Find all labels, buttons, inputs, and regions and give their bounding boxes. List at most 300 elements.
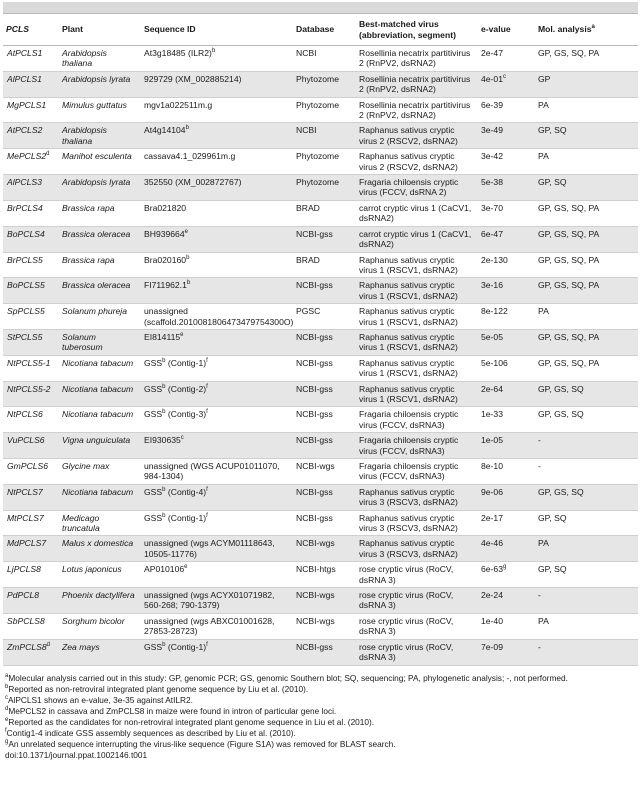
cell-pcls bbox=[3, 123, 59, 149]
evalue: 9e-06 bbox=[481, 486, 503, 497]
pcls-name: VuPCLS6 bbox=[7, 435, 45, 446]
cell-sequence-id bbox=[141, 175, 293, 201]
evalue: 8e-122 bbox=[481, 306, 508, 317]
evalue: 2e-64 bbox=[481, 383, 503, 394]
cell-mol-analysis: GP, SQ bbox=[535, 175, 638, 201]
seq-id: cassava4.1_029961m.g bbox=[144, 151, 236, 162]
cell-database: Phytozome bbox=[293, 71, 356, 97]
cell-virus: carrot cryptic virus 1 (CaCV1, dsRNA2) bbox=[356, 226, 478, 252]
table-row bbox=[3, 46, 638, 72]
cell-pcls bbox=[3, 562, 59, 588]
cell-evalue bbox=[478, 536, 535, 562]
pcls-name: MtPCLS7 bbox=[7, 512, 44, 523]
seq-id: GSS bbox=[144, 357, 163, 368]
cell-evalue bbox=[478, 433, 535, 459]
pcls-name: BoPCLS5 bbox=[7, 280, 45, 291]
seq-after-sup: f bbox=[206, 486, 208, 493]
footnote-text: Contig1-4 indicate GSS assembly sequences as described by Liu et al. (2010). bbox=[6, 727, 296, 738]
table-row bbox=[3, 149, 638, 175]
cell-database: NCBI-gss bbox=[293, 484, 356, 510]
evalue: 1e-40 bbox=[481, 615, 503, 626]
cell-virus: Raphanus sativus cryptic virus 3 (RSCV3, dsRNA2) bbox=[356, 510, 478, 536]
cell-evalue bbox=[478, 484, 535, 510]
cell-pcls bbox=[3, 355, 59, 381]
pcls-name: MdPCLS7 bbox=[7, 538, 47, 549]
cell-pcls bbox=[3, 407, 59, 433]
cell-sequence-id bbox=[141, 252, 293, 278]
evalue: 4e-46 bbox=[481, 538, 503, 549]
cell-sequence-id bbox=[141, 355, 293, 381]
cell-plant: Malus x domestica bbox=[59, 536, 141, 562]
cell-evalue bbox=[478, 562, 535, 588]
footnote-text: Molecular analysis carried out in this study: GP, genomic PCR; GS, genomic Southern blot; SQ, sequencing; PA, phylogenetic analysis; -, not performed. bbox=[8, 672, 568, 683]
seq-id: EI814115 bbox=[144, 331, 181, 342]
cell-pcls bbox=[3, 484, 59, 510]
cell-database: NCBI-wgs bbox=[293, 588, 356, 614]
table-row bbox=[3, 123, 638, 149]
footnote bbox=[5, 739, 638, 750]
header-sequence-id: Sequence ID bbox=[141, 14, 293, 46]
cell-database: BRAD bbox=[293, 252, 356, 278]
cell-evalue bbox=[478, 252, 535, 278]
cell-virus: Raphanus sativus cryptic virus 1 (RSCV1, dsRNA2) bbox=[356, 304, 478, 330]
seq-sup: e bbox=[180, 332, 184, 339]
cell-pcls bbox=[3, 329, 59, 355]
seq-after: (Contig-1)$^f$ bbox=[165, 641, 208, 652]
cell-evalue bbox=[478, 588, 535, 614]
cell-database: NCBI-gss bbox=[293, 381, 356, 407]
evalue: 1e-33 bbox=[481, 409, 503, 420]
cell-sequence-id bbox=[141, 510, 293, 536]
evalue: 3e-16 bbox=[481, 280, 503, 291]
cell-plant: Arabidopsis thaliana bbox=[59, 123, 141, 149]
cell-pcls bbox=[3, 639, 59, 665]
evalue: 4e-01 bbox=[481, 73, 503, 84]
pcls-name: NtPCLS5-2 bbox=[7, 383, 51, 394]
seq-id: Bra021820 bbox=[144, 202, 187, 213]
footnote bbox=[5, 750, 638, 761]
table-row bbox=[3, 329, 638, 355]
cell-plant: Brassica oleracea bbox=[59, 278, 141, 304]
cell-pcls bbox=[3, 381, 59, 407]
table-body bbox=[3, 46, 638, 666]
seq-sup: b bbox=[162, 641, 166, 648]
cell-plant: Phoenix dactylifera bbox=[59, 588, 141, 614]
table-row bbox=[3, 562, 638, 588]
cell-database: PGSC bbox=[293, 304, 356, 330]
cell-evalue bbox=[478, 71, 535, 97]
cell-database: NCBI-wgs bbox=[293, 613, 356, 639]
seq-after-sup: f bbox=[206, 641, 208, 648]
cell-mol-analysis: GP, GS, SQ, PA bbox=[535, 278, 638, 304]
cell-mol-analysis: - bbox=[535, 639, 638, 665]
cell-database: NCBI-gss bbox=[293, 639, 356, 665]
pcls-name: PdPCL8 bbox=[7, 590, 40, 601]
seq-sup: b bbox=[186, 254, 190, 261]
cell-database: NCBI-wgs bbox=[293, 536, 356, 562]
cell-virus: rose cryptic virus (RoCV, dsRNA 3) bbox=[356, 613, 478, 639]
cell-mol-analysis: GP bbox=[535, 71, 638, 97]
pcls-name: AtPCLS1 bbox=[7, 48, 43, 58]
seq-after: (Contig-3)$^f$ bbox=[165, 409, 208, 420]
cell-pcls bbox=[3, 252, 59, 278]
cell-virus: rose cryptic virus (RoCV, dsRNA 3) bbox=[356, 639, 478, 665]
seq-id: At4g14104 bbox=[144, 125, 186, 136]
header-virus: Best-matched virus (abbreviation, segment) bbox=[356, 14, 478, 46]
cell-mol-analysis: GP, SQ bbox=[535, 510, 638, 536]
evalue: 3e-70 bbox=[481, 202, 503, 213]
seq-sup: b bbox=[186, 280, 191, 287]
seq-id: unassigned (WGS ACUP01011070, 984-1304) bbox=[144, 461, 280, 482]
cell-sequence-id bbox=[141, 46, 293, 72]
table-row bbox=[3, 278, 638, 304]
pcls-name: StPCLS5 bbox=[7, 331, 43, 342]
cell-pcls bbox=[3, 71, 59, 97]
cell-virus: rose cryptic virus (RoCV, dsRNA 3) bbox=[356, 562, 478, 588]
seq-sup: e bbox=[184, 228, 188, 235]
footnotes bbox=[3, 673, 638, 761]
table-row bbox=[3, 536, 638, 562]
pcls-name: NtPCLS7 bbox=[7, 486, 43, 497]
cell-sequence-id bbox=[141, 484, 293, 510]
table-row bbox=[3, 200, 638, 226]
evalue: 1e-05 bbox=[481, 435, 503, 446]
evalue-sup: c bbox=[502, 73, 506, 80]
cell-database: NCBI bbox=[293, 46, 356, 72]
table-row bbox=[3, 71, 638, 97]
table-row bbox=[3, 639, 638, 665]
evalue: 6e-39 bbox=[481, 99, 503, 110]
cell-evalue bbox=[478, 304, 535, 330]
cell-database: NCBI bbox=[293, 123, 356, 149]
cell-sequence-id bbox=[141, 329, 293, 355]
seq-after-sup: f bbox=[206, 512, 208, 519]
evalue: 5e-106 bbox=[481, 357, 508, 368]
footnote-mark: b bbox=[5, 683, 9, 690]
pcls-name: AlPCLS1 bbox=[7, 73, 42, 84]
cell-plant: Solanum phureja bbox=[59, 304, 141, 330]
cell-mol-analysis: GP, GS, SQ, PA bbox=[535, 252, 638, 278]
cell-virus: Raphanus sativus cryptic virus 2 (RSCV2, dsRNA2) bbox=[356, 123, 478, 149]
cell-database: NCBI-wgs bbox=[293, 459, 356, 485]
table-row bbox=[3, 510, 638, 536]
cell-virus: Rosellinia necatrix partitivirus 2 (RnPV2, dsRNA2) bbox=[356, 46, 478, 72]
cell-virus: carrot cryptic virus 1 (CaCV1, dsRNA2) bbox=[356, 200, 478, 226]
cell-plant: Vigna unguiculata bbox=[59, 433, 141, 459]
header-mol-label: Mol. analysis bbox=[538, 24, 592, 35]
pcls-name: MePCLS2 bbox=[7, 151, 47, 162]
cell-virus: rose cryptic virus (RoCV, dsRNA 3) bbox=[356, 588, 478, 614]
cell-mol-analysis: PA bbox=[535, 304, 638, 330]
cell-pcls bbox=[3, 200, 59, 226]
seq-sup: b bbox=[162, 383, 166, 390]
footnote-mark: g bbox=[5, 738, 9, 745]
cell-mol-analysis: PA bbox=[535, 613, 638, 639]
cell-mol-analysis: GP, SQ bbox=[535, 562, 638, 588]
cell-mol-analysis: GP, GS, SQ, PA bbox=[535, 329, 638, 355]
cell-evalue bbox=[478, 200, 535, 226]
cell-virus: Rosellinia necatrix partitivirus 2 (RnPV2, dsRNA2) bbox=[356, 97, 478, 123]
pcls-name: BrPCLS5 bbox=[7, 254, 43, 265]
footnote bbox=[5, 695, 638, 706]
seq-after-sup: f bbox=[206, 409, 208, 416]
cell-mol-analysis: PA bbox=[535, 149, 638, 175]
cell-plant: Sorghum bicolor bbox=[59, 613, 141, 639]
cell-plant: Arabidopsis lyrata bbox=[59, 175, 141, 201]
cell-plant: Brassica rapa bbox=[59, 200, 141, 226]
seq-id: GSS bbox=[144, 641, 163, 652]
seq-sup: b bbox=[185, 125, 189, 132]
cell-plant: Lotus japonicus bbox=[59, 562, 141, 588]
seq-id: GSS bbox=[144, 486, 163, 497]
evalue: 3e-42 bbox=[481, 151, 503, 162]
seq-id: unassigned (wgs ACYX01071982, 560-268; 790-1379) bbox=[144, 590, 275, 611]
footnote-text: Reported as non-retroviral integrated plant genome sequence by Liu et al. (2010). bbox=[8, 683, 309, 694]
table-row bbox=[3, 97, 638, 123]
cell-virus: Fragaria chiloensis cryptic virus (FCCV, dsRNA3) bbox=[356, 459, 478, 485]
evalue: 6e-47 bbox=[481, 228, 503, 239]
pcls-name: ZmPCLS8 bbox=[7, 641, 47, 652]
header-pcls: PCLS bbox=[3, 14, 59, 46]
cell-database: NCBI-gss bbox=[293, 355, 356, 381]
cell-evalue bbox=[478, 226, 535, 252]
cell-mol-analysis: GP, GS, SQ bbox=[535, 407, 638, 433]
cell-plant: Brassica oleracea bbox=[59, 226, 141, 252]
footnote-text: AlPCLS1 shows an e-value, 3e-35 against AtILR2. bbox=[8, 694, 193, 705]
header-mol-sup: a bbox=[591, 24, 595, 31]
header-plant: Plant bbox=[59, 14, 141, 46]
pcls-table bbox=[3, 13, 638, 666]
cell-plant: Medicago truncatula bbox=[59, 510, 141, 536]
cell-pcls bbox=[3, 278, 59, 304]
seq-after: (Contig-1)$^f$ bbox=[165, 512, 208, 523]
footnote-text: Reported as the candidates for non-retroviral integrated plant genome sequence in Liu et al. (2010). bbox=[8, 716, 375, 727]
pcls-name: AtPCLS2 bbox=[7, 125, 43, 136]
evalue: 8e-10 bbox=[481, 461, 503, 471]
cell-virus: Raphanus sativus cryptic virus 2 (RSCV2, dsRNA2) bbox=[356, 149, 478, 175]
cell-evalue bbox=[478, 123, 535, 149]
cell-database: NCBI-gss bbox=[293, 433, 356, 459]
seq-id: EI930635 bbox=[144, 435, 181, 446]
seq-id: At3g18485 (ILR2) bbox=[144, 48, 212, 58]
cell-evalue bbox=[478, 613, 535, 639]
seq-id: unassigned (scaffold.2010081806473479754300O) bbox=[144, 306, 293, 327]
table-row bbox=[3, 381, 638, 407]
cell-virus: Fragaria chiloensis cryptic virus (FCCV, dsRNA 2) bbox=[356, 175, 478, 201]
cell-plant: Nicotiana tabacum bbox=[59, 381, 141, 407]
cell-pcls bbox=[3, 433, 59, 459]
footnote bbox=[5, 728, 638, 739]
cell-evalue bbox=[478, 278, 535, 304]
table-row bbox=[3, 252, 638, 278]
pcls-name: SpPCLS5 bbox=[7, 306, 45, 317]
cell-virus: Fragaria chiloensis cryptic virus (FCCV, dsRNA3) bbox=[356, 407, 478, 433]
cell-plant: Nicotiana tabacum bbox=[59, 407, 141, 433]
footnote-mark: d bbox=[5, 705, 9, 712]
cell-mol-analysis: GP, GS, SQ, PA bbox=[535, 355, 638, 381]
cell-evalue bbox=[478, 381, 535, 407]
footnote-text: An unrelated sequence interrupting the virus-like sequence (Figure S1A) was removed for BLAST search. bbox=[8, 738, 396, 749]
cell-sequence-id bbox=[141, 536, 293, 562]
cell-mol-analysis: - bbox=[535, 433, 638, 459]
seq-id: FI711962.1 bbox=[144, 280, 187, 291]
footnote bbox=[5, 673, 638, 684]
cell-mol-analysis: PA bbox=[535, 97, 638, 123]
evalue: 6e-63 bbox=[481, 564, 503, 575]
cell-database: NCBI-gss bbox=[293, 226, 356, 252]
cell-database: NCBI-htgs bbox=[293, 562, 356, 588]
cell-plant: Glycine max bbox=[59, 459, 141, 485]
seq-id: AP010106 bbox=[144, 564, 185, 575]
seq-id: unassigned (wgs ACYM01118643, 10505-11776) bbox=[144, 538, 275, 559]
pcls-name: LjPCLS8 bbox=[7, 564, 41, 575]
header-database: Database bbox=[293, 14, 356, 46]
evalue-sup: g bbox=[502, 564, 507, 571]
cell-pcls bbox=[3, 304, 59, 330]
evalue: 5e-38 bbox=[481, 177, 503, 188]
cell-evalue bbox=[478, 639, 535, 665]
seq-after: (Contig-4)$^f$ bbox=[165, 486, 208, 497]
table-row bbox=[3, 355, 638, 381]
cell-database: NCBI-gss bbox=[293, 407, 356, 433]
table-top-bar bbox=[3, 2, 638, 13]
evalue: 2e-24 bbox=[481, 590, 503, 601]
pcls-name: GmPCLS6 bbox=[7, 461, 49, 471]
table-row bbox=[3, 459, 638, 485]
seq-id: mgv1a022511m.g bbox=[144, 99, 213, 110]
cell-mol-analysis: GP, GS, SQ bbox=[535, 381, 638, 407]
cell-pcls bbox=[3, 536, 59, 562]
cell-pcls bbox=[3, 510, 59, 536]
cell-mol-analysis: PA bbox=[535, 536, 638, 562]
evalue: 5e-05 bbox=[481, 331, 503, 342]
cell-virus: Raphanus sativus cryptic virus 1 (RSCV1, dsRNA2) bbox=[356, 329, 478, 355]
footnote-mark: f bbox=[5, 727, 7, 734]
cell-evalue bbox=[478, 459, 535, 485]
cell-sequence-id bbox=[141, 304, 293, 330]
cell-evalue bbox=[478, 97, 535, 123]
cell-mol-analysis: - bbox=[535, 459, 638, 485]
cell-database: NCBI-gss bbox=[293, 329, 356, 355]
cell-plant: Solanum tuberosum bbox=[59, 329, 141, 355]
pcls-name: MgPCLS1 bbox=[7, 99, 47, 110]
table-row bbox=[3, 407, 638, 433]
seq-id: 929729 (XM_002885214) bbox=[144, 73, 242, 84]
cell-plant: Nicotiana tabacum bbox=[59, 355, 141, 381]
cell-database: Phytozome bbox=[293, 175, 356, 201]
footnote-text: MePCLS2 in cassava and ZmPCLS8 in maize were found in intron of particular gene loci. bbox=[8, 705, 337, 716]
cell-sequence-id bbox=[141, 613, 293, 639]
seq-sup: c bbox=[180, 435, 184, 442]
cell-database: NCBI-gss bbox=[293, 278, 356, 304]
cell-evalue bbox=[478, 149, 535, 175]
cell-evalue bbox=[478, 175, 535, 201]
footnote-mark: c bbox=[5, 694, 8, 701]
seq-sup: b bbox=[162, 512, 166, 519]
cell-evalue bbox=[478, 355, 535, 381]
cell-virus: Raphanus sativus cryptic virus 1 (RSCV1, dsRNA2) bbox=[356, 355, 478, 381]
table-container bbox=[3, 2, 638, 761]
cell-virus: Raphanus sativus cryptic virus 1 (RSCV1, dsRNA2) bbox=[356, 381, 478, 407]
pcls-name: AlPCLS3 bbox=[7, 177, 42, 188]
seq-sup: b bbox=[162, 486, 166, 493]
seq-sup: e bbox=[184, 564, 188, 571]
cell-sequence-id bbox=[141, 278, 293, 304]
cell-pcls bbox=[3, 588, 59, 614]
evalue: 7e-09 bbox=[481, 641, 503, 652]
evalue: 2e-130 bbox=[481, 254, 508, 265]
cell-pcls bbox=[3, 613, 59, 639]
seq-id: GSS bbox=[144, 512, 163, 523]
header-evalue: e-value bbox=[478, 14, 535, 46]
cell-plant: Nicotiana tabacum bbox=[59, 484, 141, 510]
cell-pcls bbox=[3, 175, 59, 201]
footnote-text: doi:10.1371/journal.ppat.1002146.t001 bbox=[5, 749, 148, 760]
seq-after: (Contig-1)$^f$ bbox=[165, 357, 208, 368]
cell-database: Phytozome bbox=[293, 149, 356, 175]
seq-sup: b bbox=[211, 48, 216, 55]
pcls-name: NtPCLS5-1 bbox=[7, 357, 51, 368]
table-row bbox=[3, 304, 638, 330]
seq-after-sup: f bbox=[206, 383, 208, 390]
cell-evalue bbox=[478, 46, 535, 72]
cell-mol-analysis: GP, GS, SQ bbox=[535, 484, 638, 510]
table-row bbox=[3, 613, 638, 639]
footnote bbox=[5, 684, 638, 695]
cell-sequence-id bbox=[141, 562, 293, 588]
pcls-sup: d bbox=[46, 641, 50, 648]
cell-database: NCBI-gss bbox=[293, 510, 356, 536]
cell-sequence-id bbox=[141, 639, 293, 665]
footnote-mark: a bbox=[5, 672, 9, 679]
cell-pcls bbox=[3, 46, 59, 72]
cell-mol-analysis: GP, GS, SQ, PA bbox=[535, 226, 638, 252]
cell-virus: Rosellinia necatrix partitivirus 2 (RnPV2, dsRNA2) bbox=[356, 71, 478, 97]
cell-plant: Zea mays bbox=[59, 639, 141, 665]
cell-sequence-id bbox=[141, 381, 293, 407]
footnote-mark: e bbox=[5, 716, 9, 723]
seq-id: GSS bbox=[144, 383, 163, 394]
table-row bbox=[3, 226, 638, 252]
seq-id: GSS bbox=[144, 409, 163, 420]
cell-pcls bbox=[3, 149, 59, 175]
cell-pcls bbox=[3, 459, 59, 485]
cell-database: BRAD bbox=[293, 200, 356, 226]
cell-virus: Raphanus sativus cryptic virus 1 (RSCV1, dsRNA2) bbox=[356, 252, 478, 278]
pcls-sup: d bbox=[46, 151, 50, 158]
cell-sequence-id bbox=[141, 226, 293, 252]
cell-evalue bbox=[478, 329, 535, 355]
cell-virus: Raphanus sativus cryptic virus 3 (RSCV3, dsRNA2) bbox=[356, 536, 478, 562]
footnote bbox=[5, 717, 638, 728]
cell-pcls bbox=[3, 97, 59, 123]
cell-virus: Raphanus sativus cryptic virus 3 (RSCV3, dsRNA2) bbox=[356, 484, 478, 510]
seq-id: unassigned (wgs ABXC01001628, 27853-28723) bbox=[144, 615, 275, 637]
table-row bbox=[3, 175, 638, 201]
pcls-name: BrPCLS4 bbox=[7, 202, 43, 213]
header-row bbox=[3, 14, 638, 46]
cell-virus: Raphanus sativus cryptic virus 1 (RSCV1, dsRNA2) bbox=[356, 278, 478, 304]
seq-sup: b bbox=[162, 357, 166, 364]
table-row bbox=[3, 433, 638, 459]
seq-sup: b bbox=[162, 409, 166, 416]
seq-id: 352550 (XM_002872767) bbox=[144, 177, 242, 188]
cell-mol-analysis: GP, GS, SQ, PA bbox=[535, 200, 638, 226]
cell-sequence-id bbox=[141, 123, 293, 149]
cell-evalue bbox=[478, 407, 535, 433]
evalue: 2e-47 bbox=[481, 48, 503, 58]
pcls-name: NtPCLS6 bbox=[7, 409, 43, 420]
